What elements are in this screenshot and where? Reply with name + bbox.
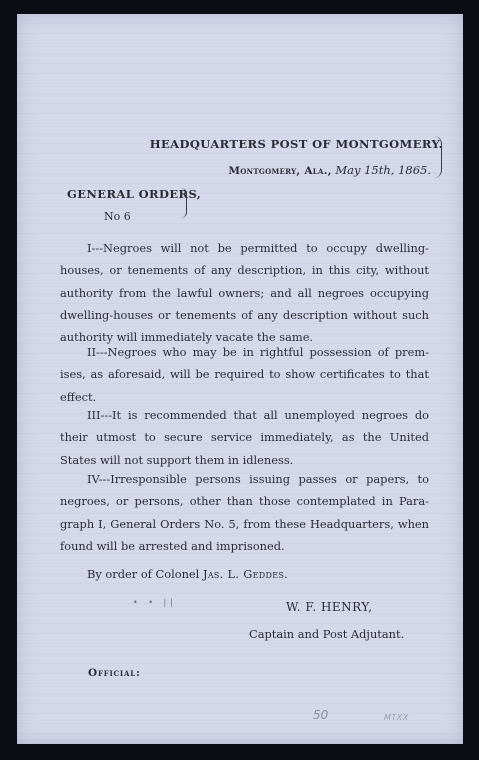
paragraph-line: authority will immediately vacate the same. xyxy=(60,330,314,345)
dateline-date: May 15th, 1865. xyxy=(335,163,431,177)
paragraph-line: IV---Irresponsible persons issuing passes or papers, to xyxy=(87,472,429,486)
orders-brace xyxy=(180,188,187,218)
paragraph-line: effect. xyxy=(60,389,97,404)
pencil-code: MTXX xyxy=(384,713,409,722)
pencil-number: 50 xyxy=(313,708,329,722)
paragraph-line: ises, as aforesaid, will be required to show certificates to that xyxy=(60,367,429,382)
paragraph-line: negroes, or persons, other than those contemplated in Para- xyxy=(60,494,429,509)
paragraph-line: their utmost to secure service immediately, as the United xyxy=(60,430,429,445)
dateline xyxy=(228,163,431,177)
paragraph-4 xyxy=(60,468,429,557)
dateline-place: Montgomery, Ala., xyxy=(228,165,332,177)
by-order-prefix: By order of Colonel xyxy=(87,567,200,581)
signer-name: W. F. HENRY, xyxy=(286,600,373,614)
paragraph-line: States will not support them in idleness. xyxy=(60,452,294,467)
header-brace xyxy=(431,136,442,178)
paragraph-3 xyxy=(60,404,429,471)
paragraph-line: authority from the lawful owners; and all negroes occupying xyxy=(60,285,429,300)
general-orders-number: No 6 xyxy=(104,210,131,223)
paragraph-line: III---It is recommended that all unemployed negroes do xyxy=(87,408,429,422)
paragraph-line: II---Negroes who may be in rightful possession of prem- xyxy=(87,345,429,359)
signer-title: Captain and Post Adjutant. xyxy=(249,627,405,641)
paragraph-line: I---Negroes will not be permitted to occupy dwelling- xyxy=(87,241,429,255)
official-label: Official: xyxy=(88,667,141,679)
ink-marks: • • || xyxy=(133,598,177,607)
colonel-name: Jas. L. Geddes. xyxy=(202,567,289,581)
paragraph-line: graph I, General Orders No. 5, from these Headquarters, when xyxy=(60,516,429,531)
paragraph-1 xyxy=(60,237,429,348)
paragraph-2 xyxy=(60,341,429,408)
by-order-line xyxy=(87,567,288,581)
paragraph-line: houses, or tenements of any description, in this city, without xyxy=(60,263,429,278)
general-orders-title: GENERAL ORDERS, xyxy=(67,187,202,201)
paragraph-line: dwelling-houses or tenements of any description without such xyxy=(60,307,429,322)
paragraph-line: found will be arrested and imprisoned. xyxy=(60,538,285,553)
headquarters-title: HEADQUARTERS POST OF MONTGOMERY. xyxy=(149,137,443,151)
